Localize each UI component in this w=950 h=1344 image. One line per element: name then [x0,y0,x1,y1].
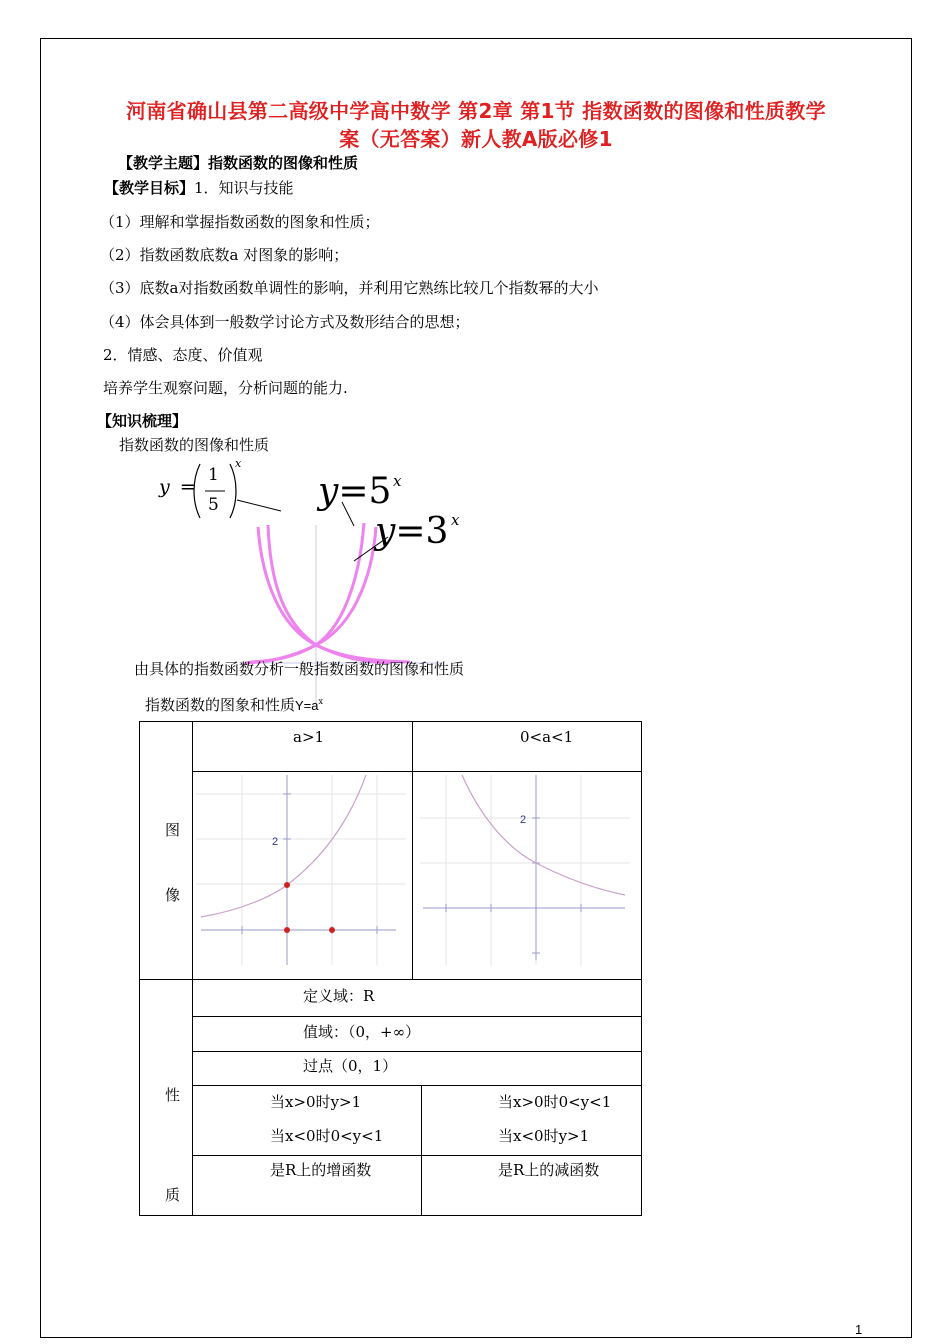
lt1-monotonicity: 是R上的减函数 [498,1161,600,1179]
knowledge-label: 【知识梳理】 [97,412,188,430]
goal-item-2-text: 培养学生观察问题，分析问题的能力. [103,379,348,397]
eq2-rest: =5 [338,471,392,512]
goals-label: 【教学目标】 [104,179,195,197]
passes-point: 过点（0，1） [303,1057,398,1075]
range: 值域：（0，+∞） [303,1023,421,1041]
table-intro-exponent: x [318,697,324,706]
eq3-leader-line [352,535,392,565]
theme-text: 指数函数的图像和性质 [208,154,359,172]
row-image-label-2: 像 [165,886,181,904]
table-intro [145,692,323,716]
eq2-leader-line [340,500,360,530]
goals-item1: 1．知识与技能 [194,179,294,197]
goal-item-2: 2．情感、态度、价值观 [103,346,263,364]
graph1-curve [201,775,366,917]
eq2-exponent: x [393,472,402,490]
graph-a-lt-1 [420,775,630,965]
goal-sub-4: （4）体会具体到一般数学讨论方式及数形结合的思想； [100,313,470,331]
graph-a-gt-1 [196,775,406,965]
gt1-monotonicity: 是R上的增函数 [270,1161,372,1179]
graph1-point-1-0 [329,927,335,933]
knowledge-subtitle: 指数函数的图像和性质 [119,436,270,454]
eq1-equals: = [179,476,196,498]
document-title [40,97,912,153]
eq2-y: y [318,471,339,512]
header-a-lt-1: 0<a<1 [520,728,574,746]
eq3-rest: =3 [395,511,449,552]
theme-label: 【教学主题】 [118,154,209,172]
eq1-y: y [159,476,170,498]
domain: 定义域：R [303,987,375,1005]
eq3-y: y [375,511,396,552]
header-a-gt-1: a>1 [293,728,325,746]
page-number: 1 [855,1322,863,1337]
table-intro-text: 指数函数的图象和性质 [145,696,296,714]
table-intro-formula: Y=a [295,698,319,713]
eq1-exponent: x [235,457,242,470]
graph1-label-2: 2 [272,836,279,848]
lt1-line-1: 当x>0时0<y<1 [498,1093,612,1111]
graph2-curve [462,775,625,895]
teaching-theme [118,153,358,173]
lt1-line-2: 当x<0时y>1 [498,1127,590,1145]
title-line-2: 案（无答案）新人教A版必修1 [339,127,613,151]
teaching-goals [104,178,294,198]
goal-sub-2: （2）指数函数底数a 对图象的影响； [100,246,349,264]
row-image-label-1: 图 [165,821,181,839]
goal-sub-3: （3）底数a对指数函数单调性的影响，并利用它熟练比较几个指数幂的大小 [100,279,599,297]
graph1-point-0-1 [284,882,290,888]
row-prop-label-2: 质 [165,1186,181,1204]
eq3-exponent: x [451,511,460,529]
from-text: 由具体的指数函数分析一般指数函数的图像和性质 [134,660,465,678]
goal-sub-1: （1）理解和掌握指数函数的图象和性质； [100,213,380,231]
graph1-point-origin [284,927,290,933]
row-prop-label-1: 性 [165,1086,181,1104]
title-line-1: 河南省确山县第二高级中学高中数学 第2章 第1节 指数函数的图像和性质教学 [126,99,826,123]
eq1-numerator: 1 [208,465,219,485]
graph2-label-2: 2 [520,814,527,826]
gt1-line-1: 当x>0时y>1 [270,1093,362,1111]
eq1-denominator: 5 [208,495,219,515]
eq1-leader-line [235,498,285,518]
gt1-line-2: 当x<0时0<y<1 [270,1127,384,1145]
